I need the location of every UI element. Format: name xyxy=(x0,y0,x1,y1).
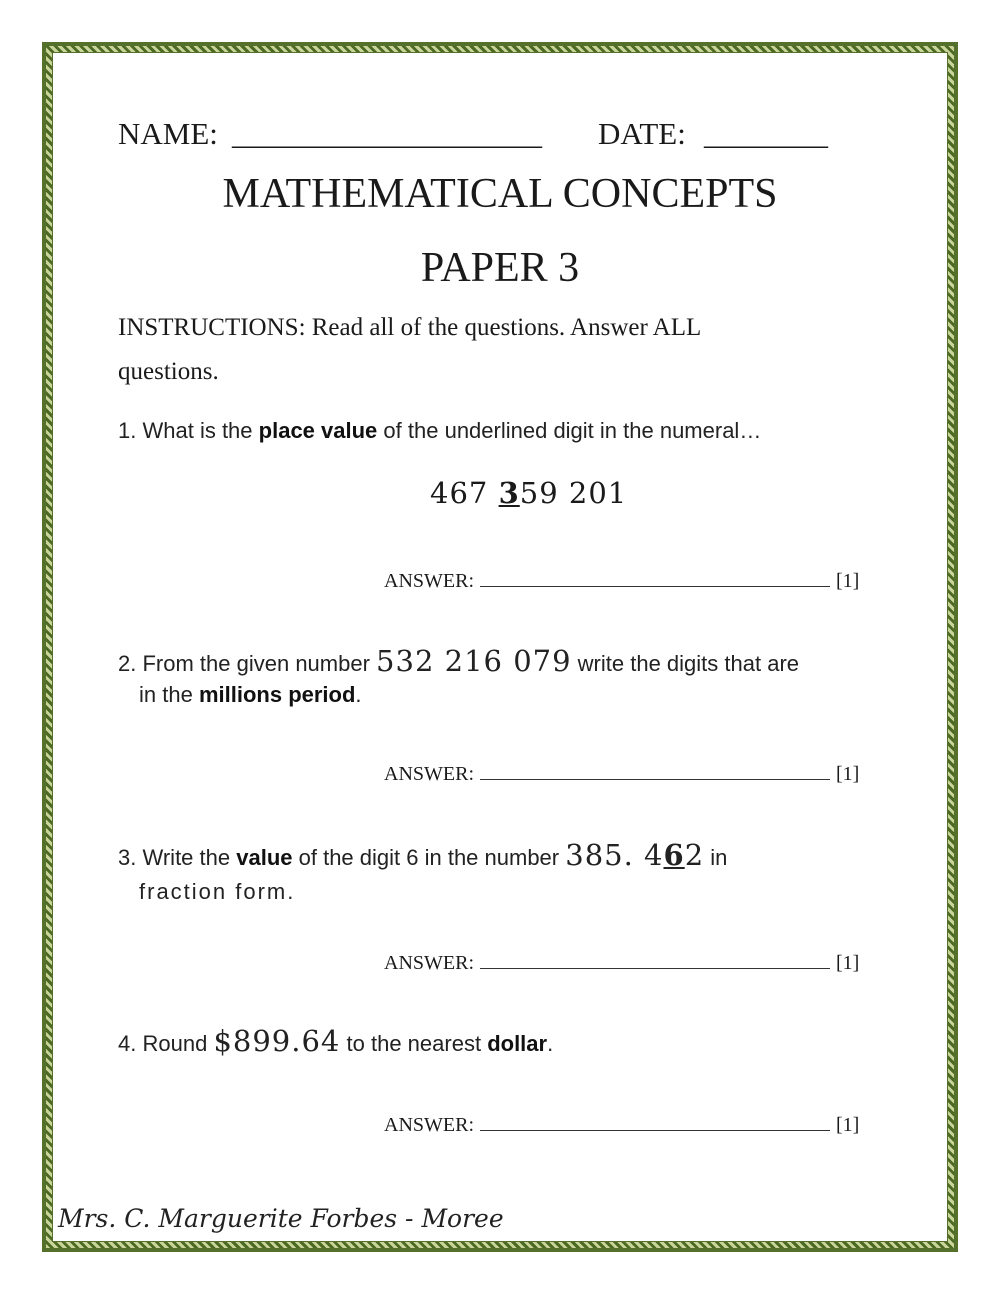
author-signature: Mrs. C. Marguerite Forbes - Moree xyxy=(58,1204,504,1233)
answer-row-2: ANSWER: [1] xyxy=(384,763,860,785)
underlined-digit: 3 xyxy=(498,476,520,510)
question-keyword: value xyxy=(236,845,293,870)
answer-row-1: ANSWER: [1] xyxy=(384,570,860,592)
answer-blank-1[interactable] xyxy=(480,570,830,587)
question-number: 1. xyxy=(118,418,137,443)
question-keyword: millions period xyxy=(198,682,356,707)
name-label: NAME: xyxy=(118,116,218,151)
instructions-line-2: questions. xyxy=(118,358,219,385)
question-3: 3. Write the value of the digit 6 in the number 385. 462 in xyxy=(118,838,728,872)
answer-blank-2[interactable] xyxy=(480,763,830,780)
underlined-digit: 6 xyxy=(663,838,685,872)
question-2-line-2: in the millions period. xyxy=(139,682,362,707)
question-1-numeral: 467 359 201 xyxy=(430,476,628,510)
question-number: 2. xyxy=(118,651,137,676)
question-keyword: dollar xyxy=(487,1031,548,1056)
question-keyword: place value xyxy=(258,418,378,443)
answer-row-3: ANSWER: [1] xyxy=(384,952,860,974)
date-blank[interactable]: ________ xyxy=(704,116,828,151)
answer-blank-4[interactable] xyxy=(480,1114,830,1131)
page-subtitle: PAPER 3 xyxy=(420,245,580,291)
date-label: DATE: xyxy=(598,116,686,151)
instructions-line-1: INSTRUCTIONS: Read all of the questions. Answer ALL xyxy=(118,314,702,341)
question-3-number: 385. 462 xyxy=(565,838,705,872)
question-4: 4. Round $899.64 to the nearest dollar. xyxy=(118,1024,554,1058)
name-blank[interactable]: ____________________ xyxy=(232,116,542,151)
page-title: MATHEMATICAL CONCEPTS xyxy=(222,171,778,217)
question-2: 2. From the given number 532 216 079 write the digits that are xyxy=(118,644,800,678)
question-number: 4. xyxy=(118,1031,137,1056)
question-2-number: 532 216 079 xyxy=(376,644,572,678)
question-1: 1. What is the place value of the underlined digit in the numeral… xyxy=(118,418,762,443)
question-number: 3. xyxy=(118,845,137,870)
question-3-line-2: fraction form. xyxy=(139,879,296,904)
answer-row-4: ANSWER: [1] xyxy=(384,1114,860,1136)
answer-blank-3[interactable] xyxy=(480,952,830,969)
question-4-number: $899.64 xyxy=(213,1024,341,1058)
